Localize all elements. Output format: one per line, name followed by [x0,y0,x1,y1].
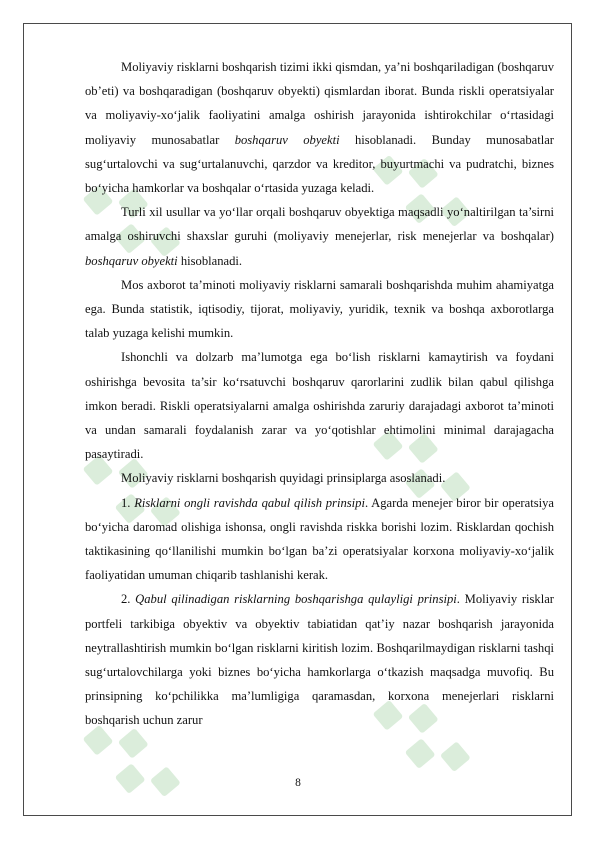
document-body [85,55,554,733]
paragraph [85,200,554,273]
italic-term: boshqaruv obyekti [85,253,178,268]
text-run: . Moliyaviy risklar portfeli tarkibiga obyektiv va obyektiv tabiatidan qat’iy nazar boshqarish jarayonida neytrallashtirish mumkin bo‘lgan risklarni kiritish lozim. Boshqarilmaydigan risklarni tashqi sug‘urtalovchilarga yoki biznes bo‘yicha hamkorlarga o‘tkazish maqsadga muvofiq. Bu prinsipning ko‘pchilikka ma’lumligiga qaramasdan, korxona menejerlari risklarni boshqarish uchun zarur [85,592,554,728]
paragraph [85,273,554,346]
italic-term: Risklarni ongli ravishda qabul qilish prinsipi [134,495,365,510]
text-run: Ishonchli va dolzarb ma’lumotga ega bo‘lish risklarni kamaytirish va foydani oshirishga bevosita ta’sir ko‘rsatuvchi boshqaruv qarorlarini zudlik bilan qabul qilishga imkon beradi. Riskli operatsiyalarni amalga oshirishda zaruriy darajadagi axborot ta’minoti va undan samarali foydalanish zarar va yo‘qotishlar ehtimolini minimal darajagacha pasaytiradi. [85,350,554,462]
italic-term: boshqaruv obyekti [234,132,340,147]
text-run: Moliyaviy risklarni boshqarish tizimi ikki qismdan, ya’ni boshqariladigan (boshqaruv ob’eti) va boshqaradigan (boshqaruv obyekti) qismlardan iborat. Bunda riskli operatsiyalar va moliyaviy-xo‘jalik faoliyatini amalga oshirish jarayonida ishtirokchilar o‘rtasidagi moliyaviy munosabatlar [85,60,554,147]
text-run: hisoblanadi. Bunday munosabatlar sug‘urtalovchi va sug‘urtalanuvchi, qarzdor va kreditor, buyurtmachi va pudratchi, biznes bo‘yicha hamkorlar va boshqalar o‘rtasida yuzaga keladi. [85,132,554,196]
paragraph [85,345,554,466]
text-run: 2. [121,592,136,607]
page-number: 8 [295,777,301,789]
paragraph [85,55,554,200]
paragraph [85,466,554,490]
paragraph [85,587,554,732]
text-run: 1. [121,495,135,510]
text-run: Turli xil usullar va yo‘llar orqali boshqaruv obyektiga maqsadli yo‘naltirilgan ta’sirni amalga oshiruvchi shaxslar guruhi (moliyaviy menejerlar, risk menejerlar va boshqalar) [85,205,554,244]
italic-term: Qabul qilinadigan risklarning boshqarishga qulayligi prinsipi [135,592,457,607]
text-run: hisoblanadi. [177,253,243,268]
text-run: . Agarda menejer biror bir operatsiya bo‘yicha daromad olishiga ishonsa, ongli ravishda riskka borishi lozim. Risklardan qochish taktikasining qo‘llanilishi mumkin bo‘lgan ba’zi operatsiyalar korxona moliyaviy-xo‘jalik faoliyatidan umuman chiqarib tashlanishi kerak. [85,495,554,583]
paragraph [85,491,554,588]
text-run: Moliyaviy risklarni boshqarish quyidagi prinsiplarga asoslanadi. [121,471,446,486]
text-run: Mos axborot ta’minoti moliyaviy risklarni samarali boshqarishda muhim ahamiyatga ega. Bunda statistik, iqtisodiy, tijorat, moliyaviy, yuridik, texnik va boshqa axborotlarga talab yuzaga kelishi mumkin. [85,277,554,341]
